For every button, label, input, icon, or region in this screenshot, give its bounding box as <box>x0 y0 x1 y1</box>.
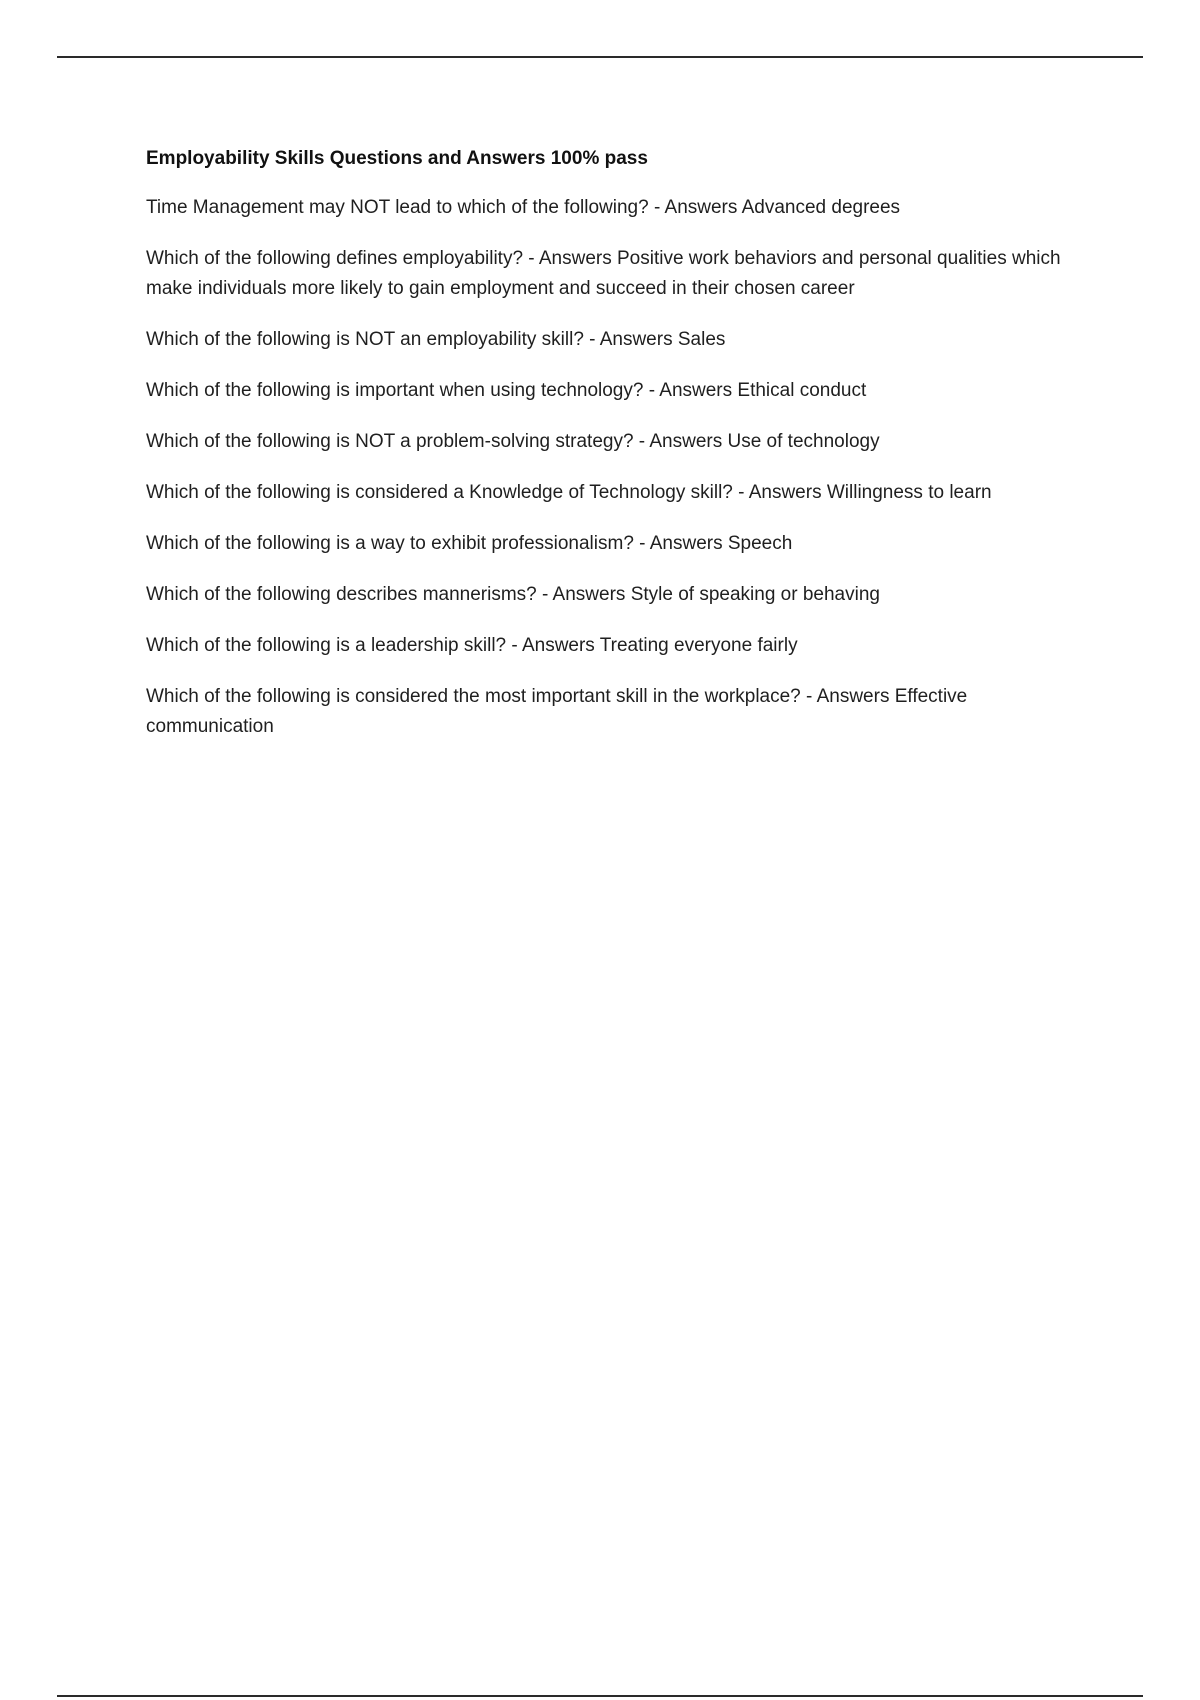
header-rule <box>57 56 1143 58</box>
qa-item: Which of the following is NOT an employability skill? - Answers Sales <box>146 329 726 350</box>
footer-rule <box>57 1695 1143 1697</box>
qa-item: Which of the following is a leadership skill? - Answers Treating everyone fairly <box>146 635 798 656</box>
qa-item: Which of the following describes mannerisms? - Answers Style of speaking or behaving <box>146 584 880 605</box>
qa-item: Time Management may NOT lead to which of the following? - Answers Advanced degrees <box>146 197 901 218</box>
qa-item: Which of the following defines employability? - Answers Positive work behaviors and personal qualities which make individuals more likely to gain employment and succeed in their chosen career <box>146 248 1061 299</box>
qa-item: Which of the following is considered the most important skill in the workplace? - Answers Effective communication <box>146 686 968 737</box>
document-title: Employability Skills Questions and Answers 100% pass <box>146 148 648 169</box>
document-body <box>146 146 1086 763</box>
qa-item: Which of the following is considered a Knowledge of Technology skill? - Answers Willingness to learn <box>146 482 992 503</box>
qa-item: Which of the following is NOT a problem-solving strategy? - Answers Use of technology <box>146 431 880 452</box>
qa-item: Which of the following is a way to exhibit professionalism? - Answers Speech <box>146 533 793 554</box>
qa-list <box>146 193 1086 742</box>
qa-item: Which of the following is important when using technology? - Answers Ethical conduct <box>146 380 867 401</box>
